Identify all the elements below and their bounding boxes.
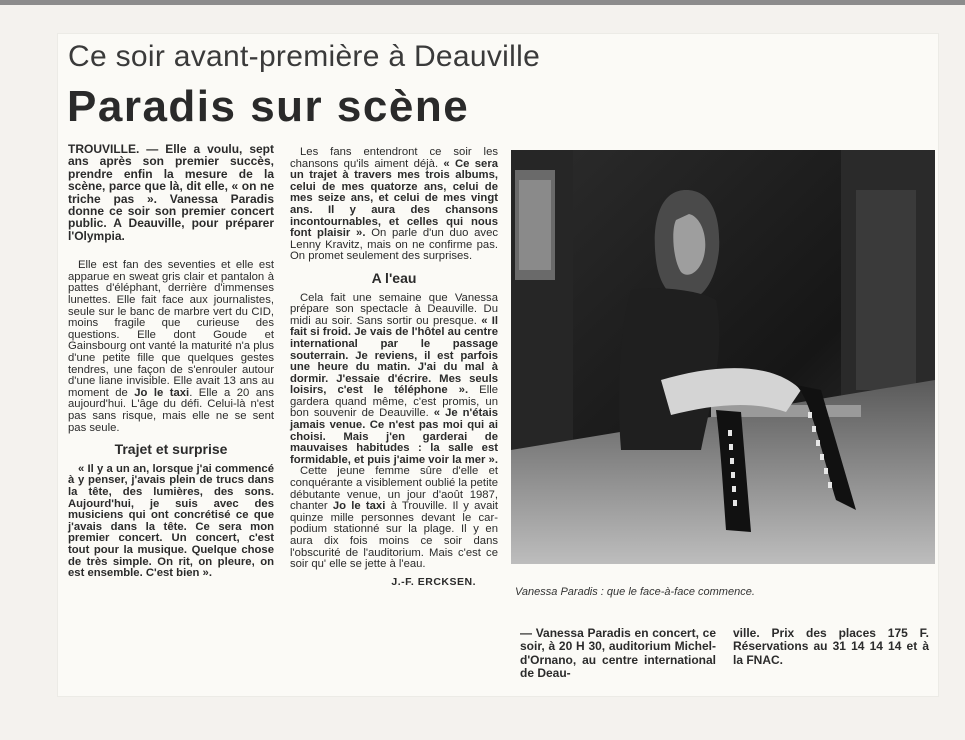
article-column-1 [68, 143, 274, 580]
section-heading: A l'eau [371, 269, 417, 286]
photo-illustration [511, 150, 935, 564]
article-photo [511, 150, 935, 564]
paragraph: Cela fait une semaine que Vanessa prépare son spectacle à Deauville. Du midi au soir. Sans sortir ou presque. « Il fait si froid. Je vais de l'hôtel au centre international par le passage souterrain. Je reviens, il est parfois une heure du matin. J'ai du mal à dormir. J'essaie d'écrire. Mes seuls loisirs, c'est le téléphone ». Elle gardera quand même, c'est promis, un bon souvenir de Deauville. « Je n'étais jamais venue. Ce n'est pas moi qui ai choisi. Mais j'en garderai de mauvaises habitudes : la salle est formidable, et puis j'aime voir la mer ». [290, 291, 499, 466]
quote-paragraph: « Il y a un an, lorsque j'ai commencé à y penser, j'avais plein de trucs dans la tête, des lumières, des sons. Aujourd'hui, je suis avec des musiciens qui ont concrétisé ce que j'avais dans la tête. Ce sera mon premier concert. Un concert, c'est tout pour la musique. Quelque chose de très simple. On rit, on pleure, on est ensemble. C'est bien ». [68, 462, 274, 580]
section-heading: Trajet et surprise [114, 441, 228, 458]
paragraph: Les fans entendront ce soir les chansons qu'ils aiment déjà. « Ce sera un trajet à travers mes trois albums, celui de mes quatorze ans, celui de mes seize ans, et celui de mes vingt ans. Il y aura des chansons incontournables, et celles qui nous font plaisir ». On parle d'un duo avec Lenny Kravitz, mais on ne confirme pas. On promet seulement des surprises. [290, 146, 498, 263]
photo-caption: Vanessa Paradis : que le face-à-face commence. [515, 586, 755, 598]
concert-info-right: ville. Prix des places 175 F. Réservations au 31 14 14 14 et à la FNAC. [733, 626, 929, 667]
article-column-2 [290, 147, 498, 588]
paragraph: Elle est fan des seventies et elle est apparue en sweat gris clair et pantalon à pattes d'éléphant, derrière d'immenses lunettes. Elle fait face aux journalistes, seule sur le banc de marbre vert du CID, moins fragile que curieuse des questions. Elle dont Goude et Gainsbourg ont vanté la maturité n'a plus d'une petite fille que quelques gestes tendres, une façon de s'enrouler autour d'une liane invisible. Elle avait 13 ans au moment de Jo le taxi. Elle a 20 ans aujourd'hui. L'âge du défi. Celui-là n'est pas sans risque, mais elle ne se sent pas seule. [68, 259, 274, 434]
concert-info-left: — Vanessa Paradis en concert, ce soir, à 20 H 30, auditorium Michel-d'Ornano, au centre international de Deau- [520, 626, 716, 681]
article-lead: TROUVILLE. — Elle a voulu, sept ans après son premier succès, prendre enfin la mesure de la scène, parce que là, dit elle, « on ne triche pas ». Vanessa Paradis donne ce soir son premier concert public. A Deauville, pour préparer l'Olympia. [68, 142, 274, 243]
author-signature: J.-F. ERCKSEN. [391, 575, 476, 588]
song-title: Jo le taxi [332, 500, 386, 513]
top-edge [0, 0, 965, 5]
song-title: Jo le taxi [134, 386, 190, 399]
article-headline: Paradis sur scène [67, 82, 470, 131]
article-kicker: Ce soir avant-première à Deauville [68, 40, 541, 73]
paragraph: Cette jeune femme sûre d'elle et conquérante a visiblement oublié la petite débutante venue, un jour d'août 1987, chanter Jo le taxi à Trouville. Il y avait quinze mille personnes devant le car-podium stationné sur la plage. Il y en aura dix fois moins ce soir dans l'obscurité de l'auditorium. Mais c'est ce soir qu' elle se jette à l'eau. [290, 465, 498, 571]
